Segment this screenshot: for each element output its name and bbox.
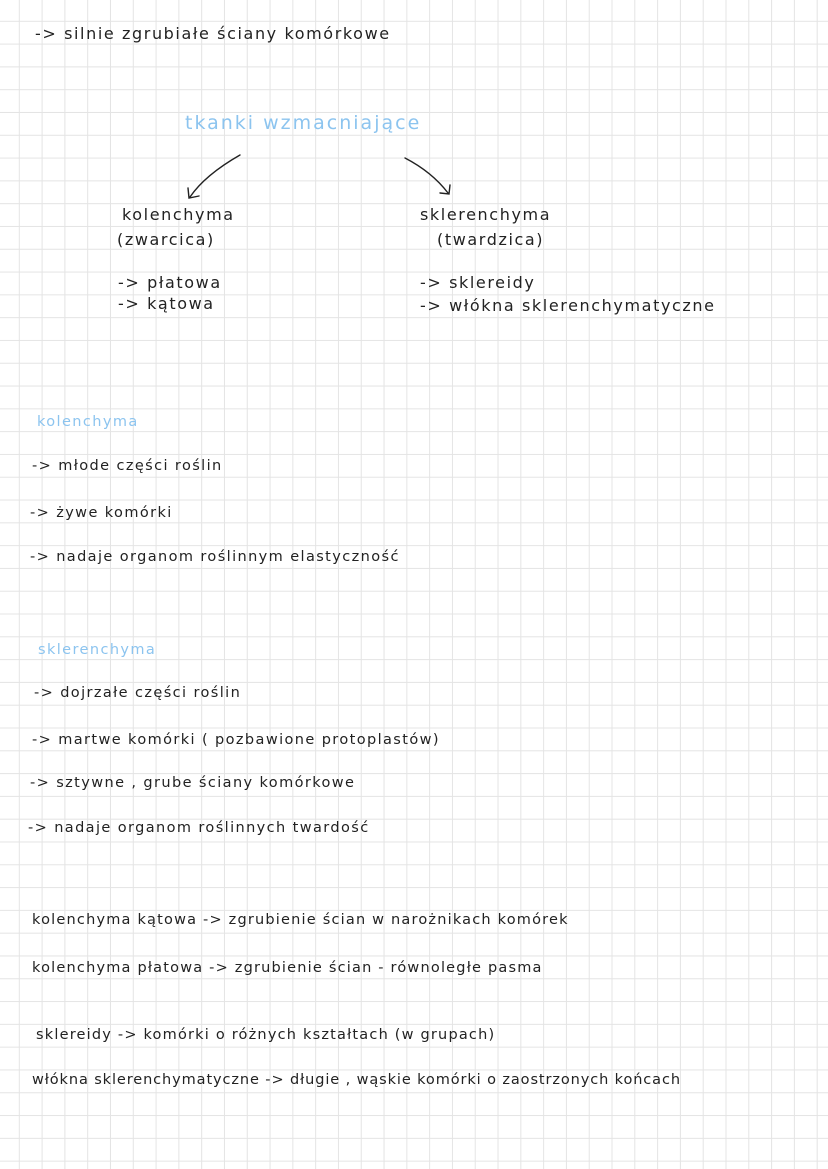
left-branch-item: -> płatowa [118, 273, 222, 292]
left-branch-item: -> kątowa [118, 294, 215, 313]
diagram-title: tkanki wzmacniające [185, 112, 422, 134]
sklerenchyma-heading: sklerenchyma [38, 642, 157, 658]
right-branch-item: -> włókna sklerenchymatyczne [420, 296, 716, 315]
kolenchyma-heading: kolenchyma [37, 414, 139, 430]
sklerenchyma-item: -> martwe komórki ( pozbawione protoplastów) [32, 732, 440, 748]
arrow-right-icon [405, 158, 450, 194]
sklerenchyma-item: -> dojrzałe części roślin [34, 685, 242, 701]
note-line: kolenchyma kątowa -> zgrubienie ścian w narożnikach komórek [32, 912, 569, 928]
right-branch-name: sklerenchyma [420, 205, 552, 224]
kolenchyma-item: -> nadaje organom roślinnym elastyczność [30, 549, 400, 565]
sklerenchyma-item: -> nadaje organom roślinnych twardość [28, 820, 370, 836]
left-branch-alt: (zwarcica) [117, 230, 215, 249]
note-line: sklereidy -> komórki o różnych kształtach (w grupach) [36, 1027, 496, 1043]
kolenchyma-item: -> żywe komórki [30, 505, 173, 521]
right-branch-alt: (twardzica) [437, 230, 545, 249]
left-branch-name: kolenchyma [122, 205, 235, 224]
note-line: włókna sklerenchymatyczne -> długie , wąskie komórki o zaostrzonych końcach [32, 1072, 681, 1088]
sklerenchyma-item: -> sztywne , grube ściany komórkowe [30, 775, 356, 791]
arrow-left-icon [188, 155, 240, 198]
right-branch-item: -> sklereidy [420, 273, 536, 292]
kolenchyma-item: -> młode części roślin [32, 458, 223, 474]
intro-line: -> silnie zgrubiałe ściany komórkowe [35, 24, 391, 43]
note-line: kolenchyma płatowa -> zgrubienie ścian - równoległe pasma [32, 960, 543, 976]
